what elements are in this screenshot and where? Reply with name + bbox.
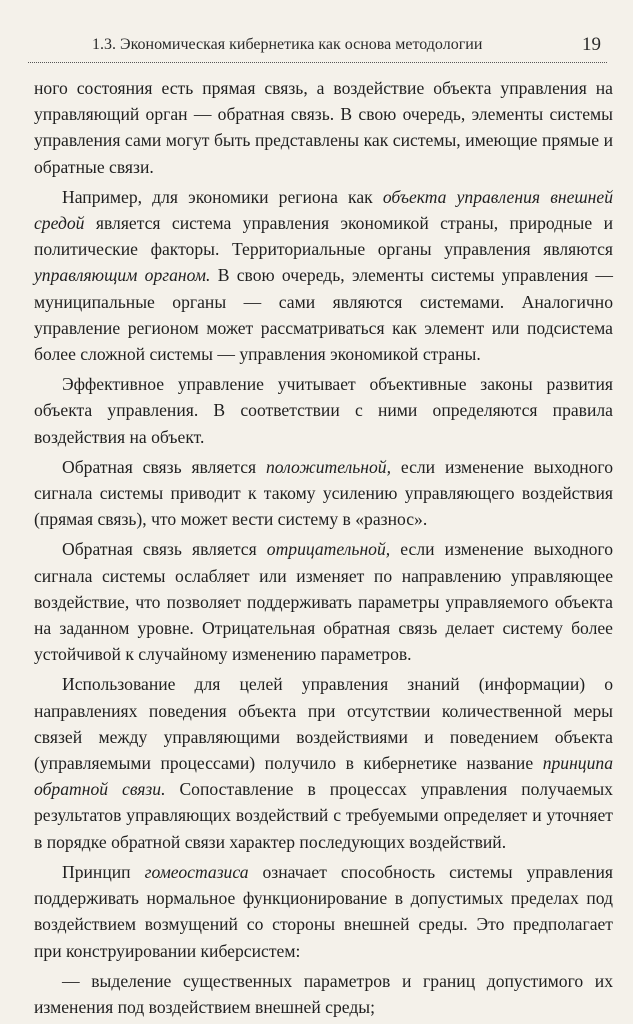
emphasis-term: отрицательной, bbox=[266, 539, 391, 560]
text-run: Сопоставление в процессах управления получаемых результатов управляющих воздействий с требуемыми определяет и уточняет в порядке обратной связи характер последующих воздействий. bbox=[34, 779, 613, 852]
text-run: Обратная связь является bbox=[62, 456, 266, 477]
text-run: Обратная связь является bbox=[62, 539, 267, 560]
paragraph-p3 bbox=[34, 454, 613, 533]
text-run: Принцип bbox=[62, 861, 145, 882]
emphasis-term: положительной, bbox=[265, 456, 391, 477]
text-run: В свою очередь, элементы системы управления — муниципальные органы — сами являются системами. Аналогично управление регионом может рассматриваться как элемент или подсистема более сложной системы — управления экономикой страны. bbox=[34, 265, 613, 365]
header-rule bbox=[28, 62, 607, 63]
text-run: ного состояния есть прямая связь, а воздействие объекта управления на управляющий орган — обратная связь. В свою очередь, элементы системы управления сами могут быть представлены как системы, имеющие прямые и обратные связи. bbox=[34, 78, 613, 177]
paragraph-p6 bbox=[34, 859, 613, 964]
emphasis-term: гомеостазиса bbox=[144, 861, 249, 882]
emphasis-term: принципа обратной связи. bbox=[34, 753, 613, 800]
paragraph-p2 bbox=[34, 371, 613, 450]
text-run: Например, для экономики региона как bbox=[62, 186, 383, 207]
paragraph-p7 bbox=[34, 968, 613, 1020]
text-run: Использование для целей управления знаний (информации) о направлениях поведения объекта при отсутствии количественной меры связей между управляющими воздействиями и поведением объекта (управляемыми процессами) получило в кибернетике название bbox=[34, 674, 613, 774]
emphasis-term: управляющим органом. bbox=[34, 265, 211, 286]
text-run: если изменение выходного сигнала системы ослабляет или изменяет по направлению управляющее воздействие, что позволяет поддерживать параметры управляемого объекта на заданном уровне. Отрицательная обратная связь делает систему более устойчивой к случайному изменению параметров. bbox=[34, 539, 613, 665]
header-title: 1.3. Экономическая кибернетика как основа методологии bbox=[92, 36, 483, 53]
body-text bbox=[34, 75, 613, 1024]
running-header bbox=[28, 34, 605, 62]
text-run: если изменение выходного сигнала системы приводит к такому усилению управляющего воздействия (прямая связь), что может вести систему в «разнос». bbox=[34, 456, 613, 530]
paragraph-p4 bbox=[34, 536, 613, 667]
emphasis-term: объекта управления внешней средой bbox=[34, 186, 613, 234]
text-run: — выделение существенных параметров и границ допустимого их изменения под воздействием внешней среды; bbox=[34, 970, 613, 1017]
text-run: Эффективное управление учитывает объективные законы развития объекта управления. В соответствии с ними определяются правила воздействия на объект. bbox=[34, 374, 613, 447]
text-run: означает способность системы управления поддерживать нормальное функционирование в допустимых пределах под воздействием возмущений со стороны внешней среды. Это предполагает при конструировании киберсистем: bbox=[34, 861, 613, 961]
page-number: 19 bbox=[582, 34, 601, 55]
text-run: является система управления экономикой страны, природные и политические факторы. Территориальные органы управления являются bbox=[34, 213, 613, 260]
paragraph-p0 bbox=[34, 75, 613, 180]
paragraph-p1 bbox=[34, 184, 613, 367]
paragraph-p5 bbox=[34, 671, 613, 854]
